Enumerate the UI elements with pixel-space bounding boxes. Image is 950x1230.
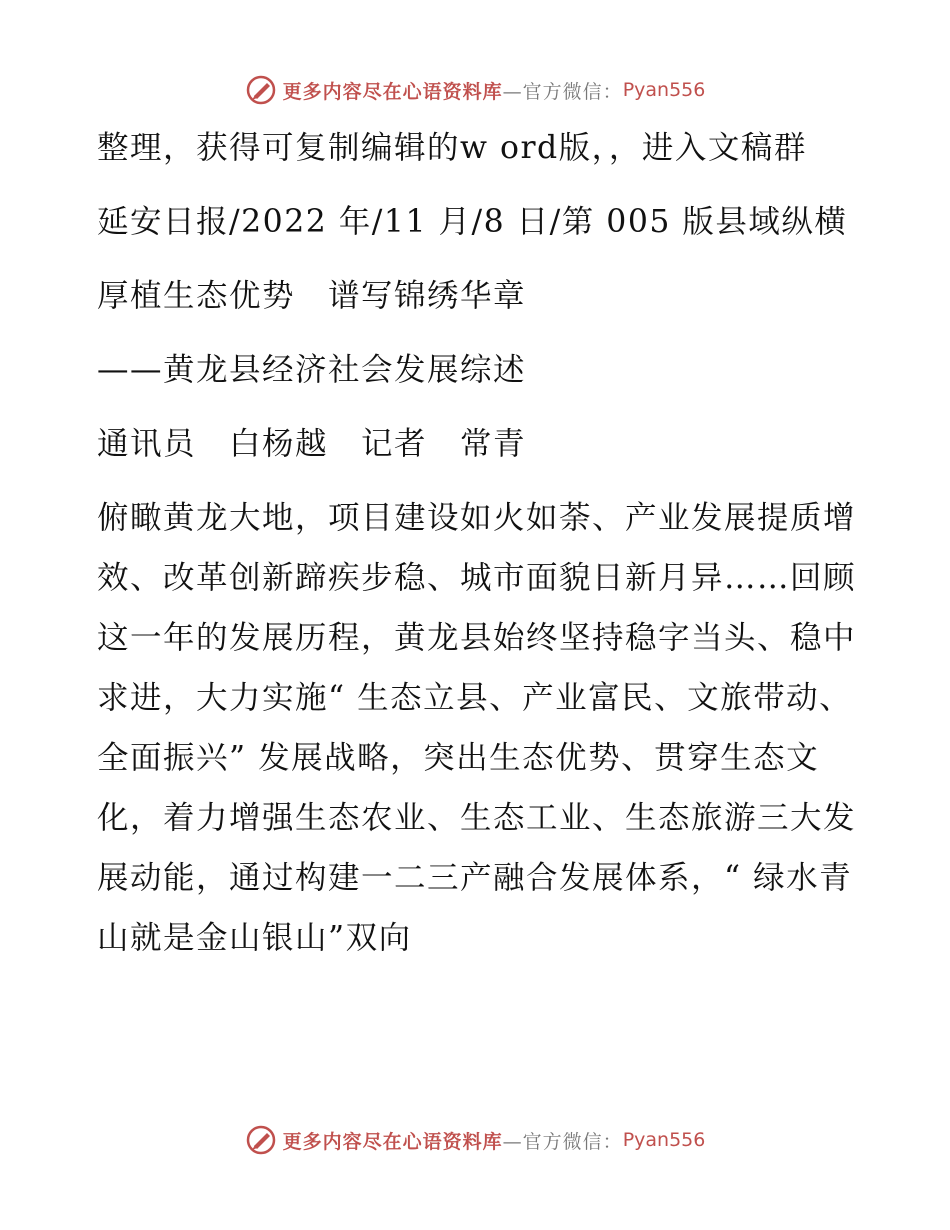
byline: 通讯员 白杨越 记者 常青 [97, 426, 527, 462]
banner-title: 更多内容尽在心语资料库 [282, 1130, 503, 1153]
intro-note: 整理，获得可复制编辑的w ord版，，进入文稿群 [97, 130, 807, 166]
body-paragraph: 俯瞰黄龙大地，项目建设如火如荼、产业发展提质增效、改革创新蹄疾步稳、城市面貌日新月异……回顾这一年的发展历程，黄龙县始终坚持稳字当头、稳中求进，大力实施“ 生态立县、产业富民、文旅带动、全面振兴” 发展战略，突出生态优势、贯穿生态文化，着力增强生态农业、生态工业、生态旅游三大发展动能，通过构建一二三产融合发展体系，“ 绿水青山就是金山银山”双向 [97, 500, 857, 956]
banner-wechat-id: Pyan556 [622, 1129, 706, 1151]
article-title: 厚植生态优势 谱写锦绣华章 [97, 278, 527, 314]
banner-separator: —官方微信： [502, 1130, 623, 1153]
banner-title: 更多内容尽在心语资料库 [282, 80, 503, 103]
source-line: 延安日报/2022 年/11 月/8 日/第 005 版县域纵横 [97, 204, 848, 240]
banner-separator: —官方微信： [502, 80, 623, 103]
pen-logo-icon [245, 1124, 277, 1156]
document-body [97, 118, 857, 982]
banner-wechat-id: Pyan556 [622, 79, 706, 101]
header-watermark-banner [0, 70, 950, 110]
pen-logo-icon [245, 74, 277, 106]
footer-watermark-banner [0, 1120, 950, 1160]
article-subtitle: ——黄龙县经济社会发展综述 [97, 352, 527, 388]
